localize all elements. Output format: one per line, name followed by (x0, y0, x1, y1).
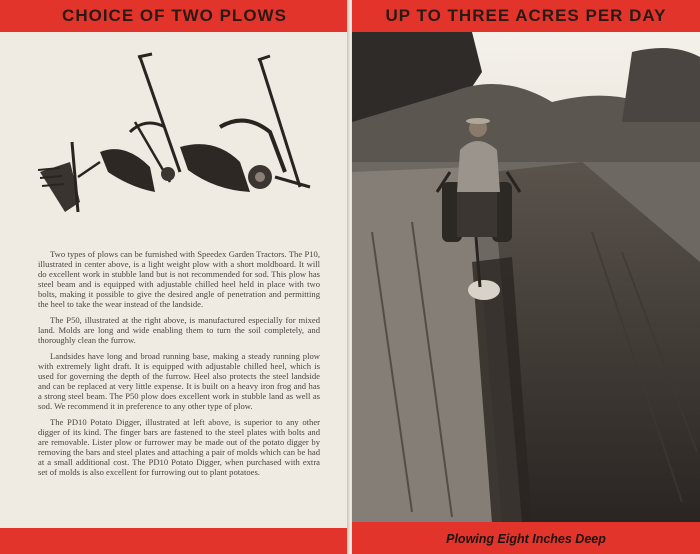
paragraph-p10: Two types of plows can be furnished with Speedex Garden Tractors. The P10, illustrated in center above, is a light weight plow with a short moldboard. It will do excellent work in stubble land but is not recommended for sod. This plow has steel beam and is equipped with adjustable chilled heel held in place with two bolts, making it possible to give the desired angle of penetration and permitting the heel to take the wear instead of the landside. (38, 249, 320, 309)
right-page (352, 0, 700, 554)
p50-plow-illustration (180, 56, 310, 192)
paragraph-p50: The P50, illustrated at the right above, is manufactured especially for mixed land. Molds are long and wide enabling them to turn the soil completely, and thoroughly clean the furrow. (38, 315, 320, 345)
plows-photo (30, 52, 320, 227)
right-heading: UP TO THREE ACRES PER DAY (352, 0, 700, 32)
plowing-photo (352, 32, 700, 523)
right-bottom-bar (352, 522, 700, 554)
photo-caption: Plowing Eight Inches Deep (446, 532, 606, 546)
plows-description (38, 249, 320, 483)
potato-digger-illustration (38, 142, 100, 212)
paragraph-pd10: The PD10 Potato Digger, illustrated at left above, is superior to any other digger of its kind. The finger bars are fastened to the steel plates with bolts and are removable. Lister plow or furrower may be made out of the potato digger by removing the bars and steel plates and attaching a pair of molds which can be had at a small additional cost. The PD10 Potato Digger, when purchased with extra set of molds is also excellent for furrowing out to plant potatoes. (38, 417, 320, 477)
left-heading: CHOICE OF TWO PLOWS (0, 0, 349, 32)
paragraph-landsides: Landsides have long and broad running base, making a steady running plow with extremely light draft. It is equipped with adjustable chilled heel, which is used for governing the depth of the furrow. Heel also protects the steel landside and can be replaced at very little expense. It is built on a heavy iron frog and has a strong steel beam. The P50 plow does excellent work in stubble land as well as sod. We recommend it in preference to any other type of plow. (38, 351, 320, 411)
left-bottom-bar (0, 528, 349, 554)
p10-plow-illustration (100, 54, 180, 192)
left-page (0, 0, 349, 554)
